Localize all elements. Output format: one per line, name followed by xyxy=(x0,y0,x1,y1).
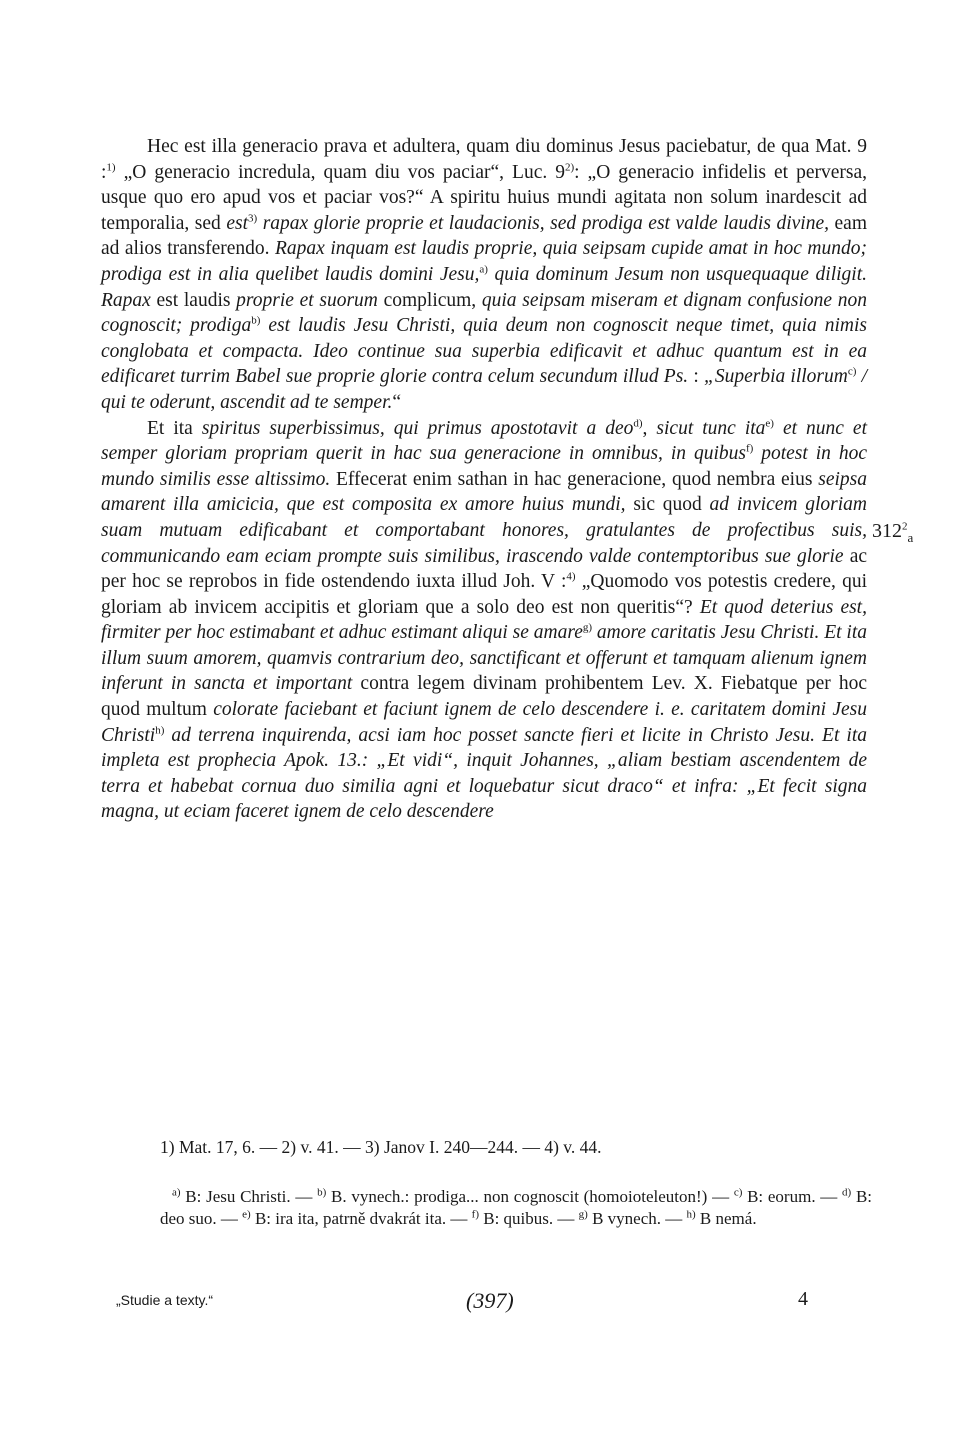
footnote-1-text: Mat. 17, 6. xyxy=(178,1137,256,1157)
paragraph-1 xyxy=(101,134,867,416)
footnote-ref: b) xyxy=(251,314,261,327)
variant-a-text: B: Jesu Christi. xyxy=(185,1187,291,1206)
footnote-ref: a) xyxy=(479,263,488,276)
footnote-4-text: v. 44. xyxy=(563,1137,602,1157)
signature-mark: 4 xyxy=(798,1288,808,1310)
footnote-3-text: Janov I. 240—244. xyxy=(383,1137,519,1157)
margin-folio-sup: 2 xyxy=(902,520,908,533)
variant-g-mark: g) xyxy=(578,1208,588,1221)
text-run: Effecerat enim sathan in hac generacione, quod nembra eius xyxy=(330,468,819,490)
margin-folio-number: 312 xyxy=(872,520,902,542)
footnote-ref: f) xyxy=(745,442,754,455)
footnote-3-mark: 3) xyxy=(364,1137,380,1157)
variant-c-mark: c) xyxy=(733,1186,743,1199)
variant-h-mark: h) xyxy=(686,1208,696,1221)
margin-folio-sub: a xyxy=(907,530,914,545)
variant-c-text: B: eorum. xyxy=(747,1187,816,1206)
italic-run: / qui te oderunt, ascendit ad te semper. xyxy=(101,366,868,413)
variant-g-text: B vynech. xyxy=(592,1209,661,1228)
variant-e-mark: e) xyxy=(242,1208,251,1221)
footnote-ref: e) xyxy=(765,417,774,430)
footnote-ref: 3) xyxy=(248,212,258,225)
italic-run: seipsa amarent illa amicicia, que est composita ex amore huius mundi, xyxy=(101,468,867,516)
text-run: ac per hoc se reprobos in fide ostendendo iuxta illud Joh. V : xyxy=(101,545,867,593)
italic-run: est xyxy=(226,212,248,234)
text-run: sic quod xyxy=(625,494,710,516)
text-run: „Quomodo vos potestis credere, qui gloriam ab invicem accipitis et gloriam que a solo deo est non queritis“? xyxy=(101,571,867,618)
italic-run: amore caritatis Jesu Christi. Et ita illum suum amorem, quamvis contrarium deo, sanctificant et offerunt et tamquam alienum ignem inferunt in sancta et important xyxy=(101,622,868,695)
footnote-4-mark: 4) xyxy=(544,1137,559,1157)
page-footer xyxy=(0,1288,960,1318)
footnote-2-mark: 2) xyxy=(281,1137,297,1157)
italic-run: rapax glorie proprie et laudacionis, sed prodiga est valde laudis divine, xyxy=(257,212,829,234)
variant-a-mark: a) xyxy=(172,1186,181,1199)
italic-run: quia dominum Jesum non usquequaque diligit. Rapax xyxy=(101,263,867,311)
text-run: , xyxy=(642,417,657,439)
page-number: (397) xyxy=(466,1288,514,1313)
footnote-ref: g) xyxy=(582,621,593,634)
variant-b-mark: b) xyxy=(317,1186,327,1199)
text-run: Et ita xyxy=(147,417,202,439)
variant-f-text: B: quibus. xyxy=(483,1209,554,1228)
italic-run: colorate faciebant et faciunt ignem de celo descendere i. e. caritatem domini Jesu Christi xyxy=(101,699,868,746)
italic-run: spiritus superbissimus, qui primus apostotavit a deo xyxy=(201,417,634,439)
variant-d-text: B: deo suo. xyxy=(160,1187,873,1228)
footnote-ref: 4) xyxy=(566,570,576,583)
text-run: eam ad alios transferendo. xyxy=(101,212,867,260)
text-run: „O generacio incredula, quam diu vos paciar“, Luc. 9 xyxy=(115,161,565,183)
text-run: Hec est illa generacio prava et adultera, quam diu dominus Jesus paciebatur, de qua Mat. 9 : xyxy=(101,136,867,183)
italic-run: potest in hoc mundo similis esse altissimo. xyxy=(101,443,867,490)
italic-run: „Superbia illorum xyxy=(703,366,848,388)
italic-run: et nunc et semper gloriam propriam querit in hac sua generacione in omnibus, in quibus xyxy=(101,417,867,465)
italic-run: sicut tunc ita xyxy=(656,417,766,439)
footnote-ref: h) xyxy=(155,724,165,737)
source-footnotes: 1) Mat. 17, 6. — 2) v. 41. — 3) Janov I. 240—244. — 4) v. 44. xyxy=(160,1137,602,1157)
margin-folio-note xyxy=(872,520,913,546)
footnote-1-mark: 1) xyxy=(160,1137,175,1157)
italic-run: ad terrena inquirenda, acsi iam hoc posset sancte fieri et licite in Christo Jesu. Et ita impleta est prophecia Apok. 13.: „Et vidi“, inquit Johannes, „aliam bestiam ascendentem de terra et habebat cornua duo similia agni et loquebatur sicut draco“ et infra: „Et fecit signa magna, ut eciam faceret ignem de celo descendere xyxy=(101,724,867,823)
italic-run: est laudis Jesu Christi, quia deum non cognoscit neque timet, quia nimis conglobata et compacta. Ideo continue sua superbia edificavit et adhuc quantum est in ea edificaret turrim Babel sue proprie glorie contra celum secundum illud Ps. xyxy=(101,315,867,388)
variant-apparatus xyxy=(160,1186,872,1230)
italic-run: ad invicem gloriam suam mutuam edificabant et comportabant honores, gratulantes de profectibus suis, communicando eam eciam prompte suis similibus, irascendo valde contemptoribus sue glorie xyxy=(101,494,867,567)
variant-paragraph: $^{a)}$ B: Jesu Christi. — $^{b)}$ B. vynech.: prodiga... non cognoscit (homoioteleuton!) — $^{c)}$ B: eorum. — $^{d)}$ B: deo suo. — $^{e)}$ B: ira ita, patrně dvakrát ita. — $^{f)}$ B: quibus. — $^{g)}$ B vynech. — $^{h)}$ B nemá. xyxy=(160,1186,873,1228)
main-text xyxy=(101,134,867,825)
text-run: : „O generacio infidelis et perversa, usque quo ero apud vos et paciar vos?“ A spiritu huius mundi agitata non solum inardescit ad temporalia, sed xyxy=(101,161,867,234)
footnote-ref: c) xyxy=(847,365,857,378)
text-run: contra legem divinam prohibentem Lev. X. Fiebatque per hoc quod multum xyxy=(101,673,867,721)
variant-h-text: B nemá. xyxy=(699,1209,757,1228)
italic-run: proprie et suorum xyxy=(236,289,378,311)
series-title: „Studie a texty.“ xyxy=(116,1292,214,1308)
italic-run: Rapax inquam est laudis proprie, quia seipsam cupide amat in hoc mundo; prodiga est in alia quelibet laudis domini Jesu, xyxy=(101,238,867,285)
footnote-2-text: v. 41. xyxy=(300,1137,339,1157)
footnote-ref: 1) xyxy=(106,161,116,174)
variant-f-mark: f) xyxy=(471,1208,479,1221)
variant-b-text: B. vynech.: prodiga... non cognoscit (homoioteleuton!) xyxy=(331,1187,708,1206)
text-run: complicum, xyxy=(377,289,482,311)
paragraph-2 xyxy=(101,416,867,826)
footnote-ref: d) xyxy=(633,417,643,430)
text-run: “ xyxy=(392,391,402,413)
text-run: : xyxy=(688,366,704,388)
footnote-ref: 2) xyxy=(564,161,575,174)
variant-d-mark: d) xyxy=(842,1186,852,1199)
variant-e-text: B: ira ita, patrně dvakrát ita. xyxy=(254,1209,447,1228)
italic-run: quia seipsam miseram et dignam confusione non cognoscit; prodiga xyxy=(101,289,868,337)
text-run: est laudis xyxy=(150,289,237,311)
italic-run: Et quod deterius est, firmiter per hoc estimabant et adhuc estimant aliqui se amare xyxy=(101,596,867,644)
